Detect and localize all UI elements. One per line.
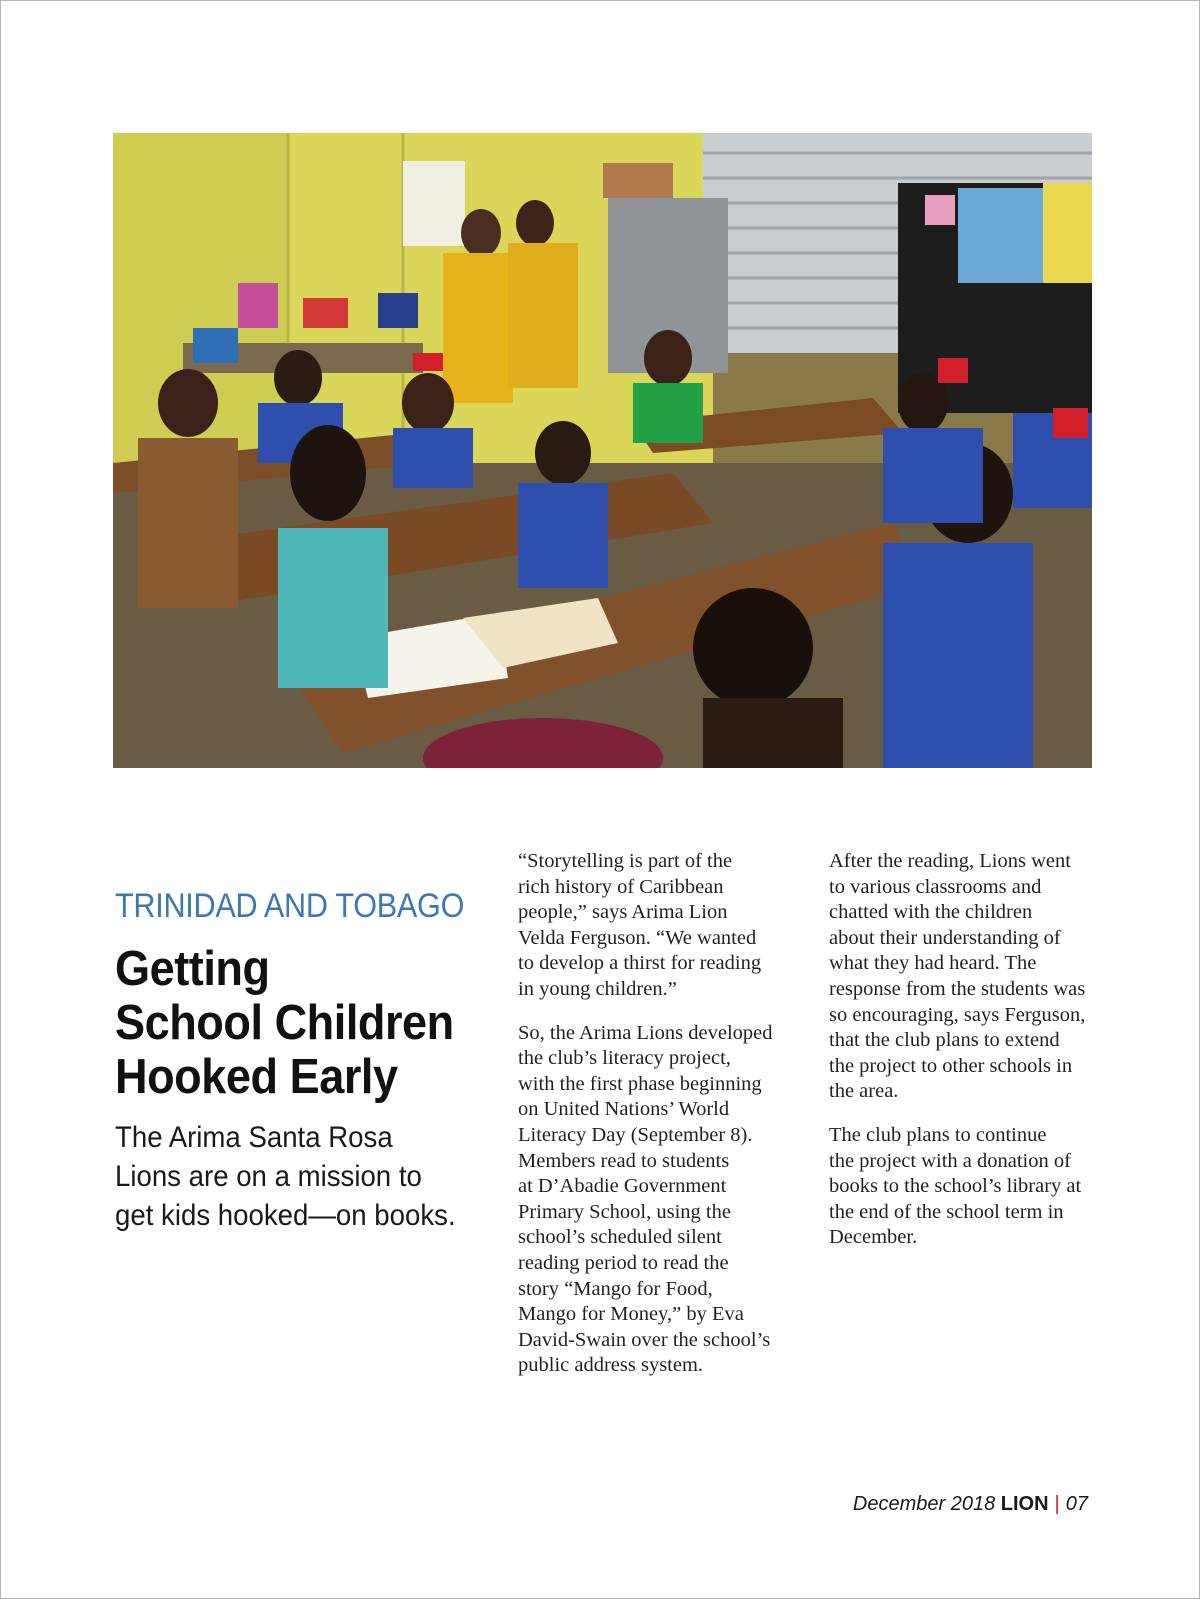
section-kicker: TRINIDAD AND TOBAGO [115, 887, 465, 925]
text-line: The club plans to continue [829, 1123, 1047, 1146]
headline-line: Getting [115, 942, 270, 997]
text-line: story “Mango for Food, [518, 1277, 713, 1300]
paragraph [518, 1021, 793, 1379]
text-line: people,” says Arima Lion [518, 901, 728, 924]
text-line: chatted with the children [829, 901, 1033, 924]
text-line: the end of the school term in [829, 1200, 1064, 1223]
text-line: After the reading, Lions went [829, 850, 1071, 872]
text-line: Velda Ferguson. “We wanted [518, 926, 757, 949]
text-line: December. [829, 1226, 918, 1249]
text-line: Primary School, using the [518, 1200, 731, 1223]
issue-date: December 2018 [852, 1493, 996, 1515]
headline-line: School Children [115, 996, 454, 1051]
text-line: to various classrooms and [829, 875, 1042, 898]
folio-separator: | [1054, 1493, 1060, 1515]
text-line: so encouraging, says Ferguson, [829, 1003, 1086, 1026]
paragraph [829, 1123, 1104, 1251]
text-line: books to the school’s library at [829, 1175, 1082, 1198]
text-line: to develop a thirst for reading [518, 952, 762, 975]
text-line: rich history of Caribbean [518, 875, 724, 898]
paragraph [518, 849, 793, 1003]
headline [115, 942, 454, 1105]
headline-line: Hooked Early [115, 1050, 398, 1105]
classroom-photo [113, 133, 1092, 768]
text-line: the project with a donation of [829, 1149, 1071, 1172]
text-line: on United Nations’ World [518, 1098, 730, 1121]
page-number: 07 [1065, 1493, 1088, 1515]
text-line: So, the Arima Lions developed [518, 1021, 773, 1044]
magazine-name: LION [1000, 1493, 1049, 1515]
text-line: the project to other schools in [829, 1054, 1073, 1077]
paragraph [829, 849, 1104, 1105]
text-line: David-Swain over the school’s [518, 1328, 771, 1351]
text-line: public address system. [518, 1354, 704, 1377]
text-line: school’s scheduled silent [518, 1226, 722, 1249]
text-line: that the club plans to extend [829, 1029, 1060, 1052]
text-line: the club’s literacy project, [518, 1047, 731, 1070]
text-line: with the first phase beginning [518, 1072, 762, 1095]
text-line: at D’Abadie Government [518, 1175, 727, 1198]
deck: The Arima Santa Rosa Lions are on a mission to get kids hooked—on books. [115, 1121, 456, 1233]
body-column-3 [829, 849, 1104, 1269]
text-line: about their understanding of [829, 926, 1061, 949]
text-line: Mango for Money,” by Eva [518, 1303, 744, 1326]
text-line: response from the students was [829, 977, 1086, 1000]
text-line: the area. [829, 1080, 899, 1103]
text-line: Members read to students [518, 1149, 730, 1172]
text-line: what they had heard. The [829, 952, 1037, 975]
article-intro [115, 888, 475, 1235]
text-line: “Storytelling is part of the [518, 850, 733, 872]
body-column-2 [518, 849, 793, 1397]
text-line: Literacy Day (September 8). [518, 1123, 753, 1146]
text-line: reading period to read the [518, 1251, 729, 1274]
page-folio [853, 1493, 1088, 1516]
text-line: in young children.” [518, 977, 677, 1000]
